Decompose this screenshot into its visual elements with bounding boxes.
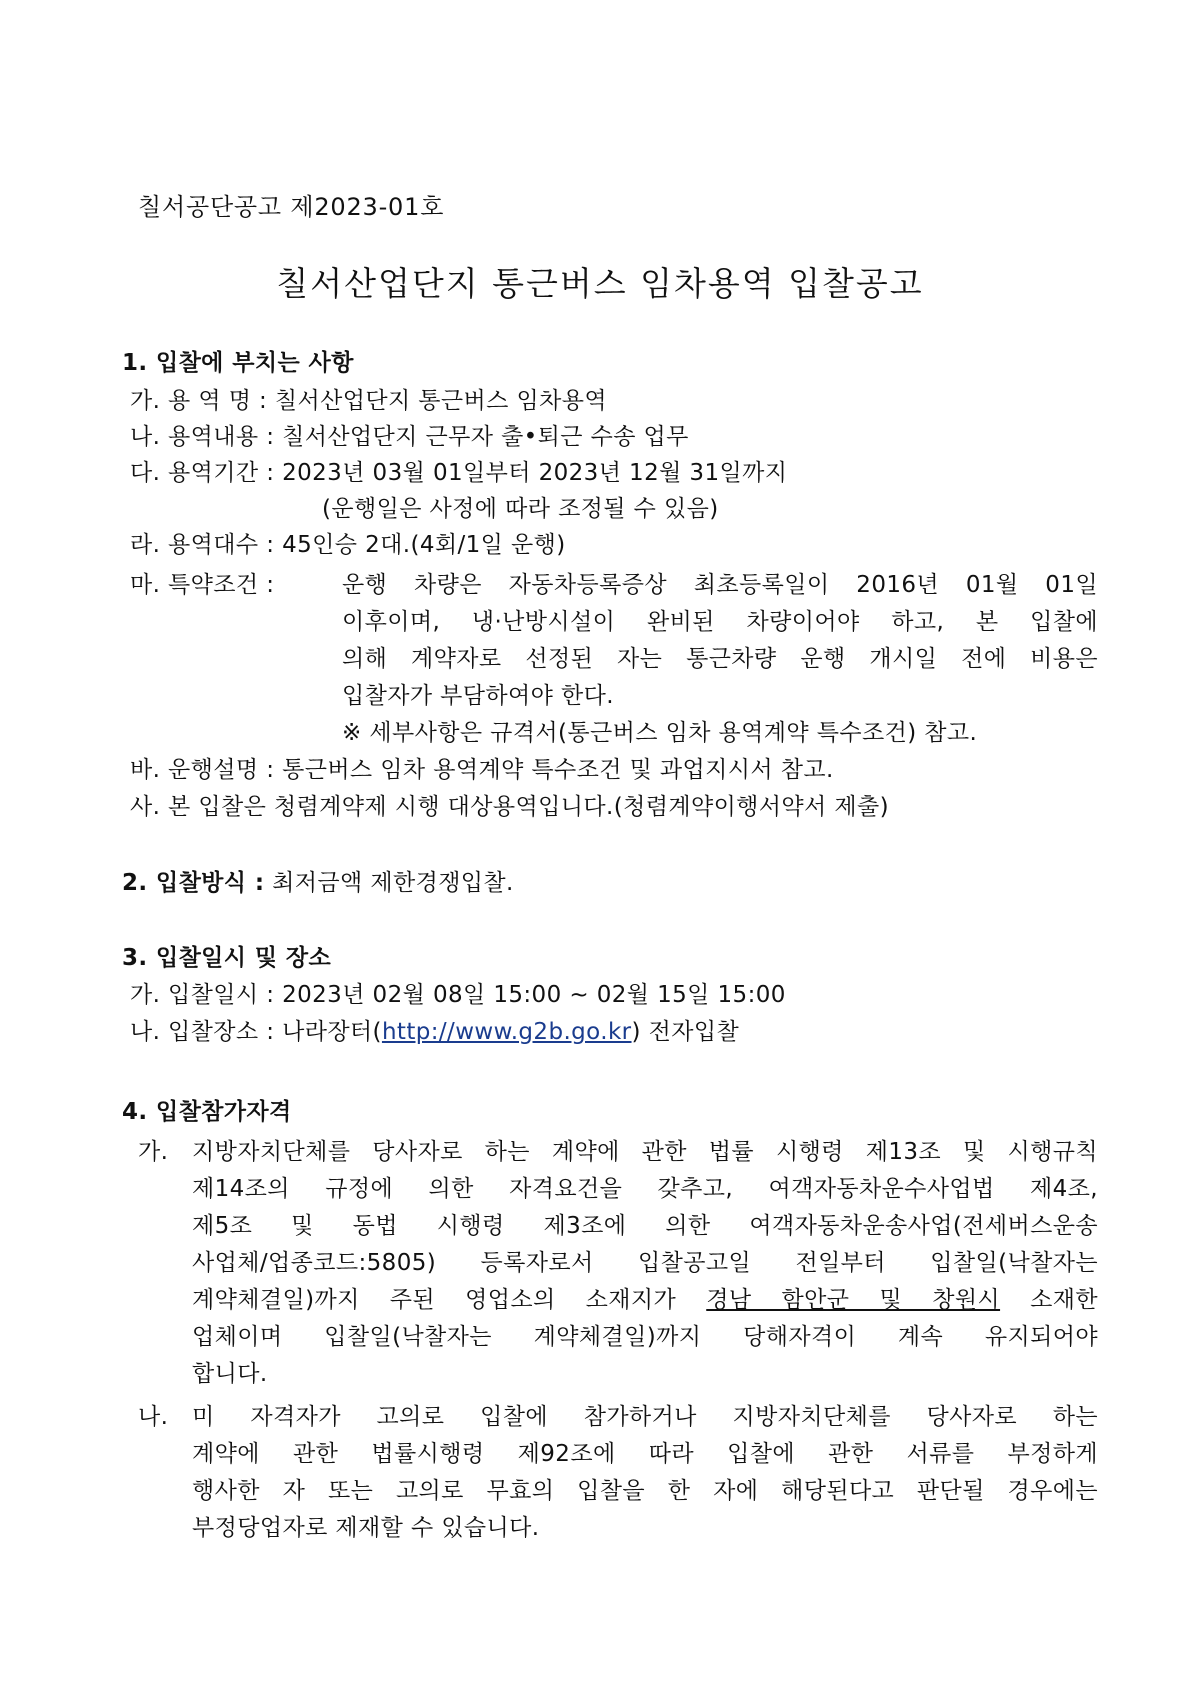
section1-item-da: 다. 용역기간 : 2023년 03월 01일부터 2023년 12월 31일까지 [130, 460, 788, 486]
page-title: 칠서산업단지 통근버스 임차용역 입찰공고 [276, 264, 924, 303]
section4-item-ga-line5 [192, 1285, 1098, 1315]
section4-item-ga-line3: 제5조 및 동법 시행령 제3조에 의한 여객자동차운송사업(전세버스운송 [192, 1213, 1098, 1239]
section4-item-ga-line1: 지방자치단체를 당사자로 하는 계약에 관한 법률 시행령 제13조 및 시행규칙 [192, 1139, 1098, 1165]
section4-item-na-line4: 부정당업자로 제재할 수 있습니다. [192, 1515, 540, 1541]
section1-item-ma-line3: 의해 계약자로 선정된 자는 통근차량 운행 개시일 전에 비용은 [342, 646, 1098, 672]
section4-item-na-line3: 행사한 자 또는 고의로 무효의 입찰을 한 자에 해당된다고 판단될 경우에는 [192, 1478, 1098, 1504]
section4-item-ga-line4: 사업체/업종코드:5805) 등록자로서 입찰공고일 전일부터 입찰일(낙찰자는 [192, 1250, 1098, 1276]
section1-item-ma-note: ※ 세부사항은 규격서(통근버스 임차 용역계약 특수조건) 참고. [342, 720, 978, 746]
section3-heading: 3. 입찰일시 및 장소 [122, 945, 332, 971]
section4-item-na-label: 나. [138, 1404, 169, 1430]
section1-item-sa: 사. 본 입찰은 청렴계약제 시행 대상용역입니다.(청렴계약이행서약서 제출) [130, 794, 889, 820]
section2-line [122, 868, 514, 898]
section3-item-ga: 가. 입찰일시 : 2023년 02월 08일 15:00 ~ 02월 15일 15:00 [130, 982, 786, 1008]
section2-heading: 2. 입찰방식 : [122, 870, 265, 896]
section4-item-ga-line6: 업체이며 입찰일(낙찰자는 계약체결일)까지 당해자격이 계속 유지되어야 [192, 1324, 1098, 1350]
section4-item-ga-line7: 합니다. [192, 1361, 268, 1387]
section1-item-ma-line1: 운행 차량은 자동차등록증상 최초등록일이 2016년 01월 01일 [342, 572, 1098, 598]
notice-number: 칠서공단공고 제2023-01호 [138, 193, 445, 221]
section1-item-ma-line4: 입찰자가 부담하여야 한다. [342, 683, 614, 709]
g2b-link[interactable]: http://www.g2b.go.kr [381, 1019, 632, 1045]
section1-item-ma-label: 마. 특약조건 : [130, 572, 275, 598]
section2-text: 최저금액 제한경쟁입찰. [272, 870, 514, 896]
section1-item-ma-line2: 이후이며, 냉·난방시설이 완비된 차량이어야 하고, 본 입찰에 [342, 609, 1098, 635]
section1-heading: 1. 입찰에 부치는 사항 [122, 350, 354, 376]
section1-item-ga: 가. 용 역 명 : 칠서산업단지 통근버스 임차용역 [130, 388, 607, 414]
section3-item-na-prefix: 나. 입찰장소 : 나라장터( [130, 1019, 382, 1045]
section4-item-ga-line5-pre: 계약체결일)까지 주된 영업소의 소재지가 [192, 1287, 677, 1313]
section3-item-na-suffix: ) 전자입찰 [631, 1019, 740, 1045]
section3-item-na [130, 1017, 739, 1047]
section4-item-na-line2: 계약에 관한 법률시행령 제92조에 따라 입찰에 관한 서류를 부정하게 [192, 1441, 1098, 1467]
section4-item-ga-line2: 제14조의 규정에 의한 자격요건을 갖추고, 여객자동차운수사업법 제4조, [192, 1176, 1098, 1202]
section1-item-ba: 바. 운행설명 : 통근버스 임차 용역계약 특수조건 및 과업지시서 참고. [130, 757, 834, 783]
section1-item-ra: 라. 용역대수 : 45인승 2대.(4회/1일 운행) [130, 532, 566, 558]
location-underlined: 경남 함안군 및 창원시 [706, 1287, 1001, 1313]
section4-item-ga-label: 가. [138, 1139, 169, 1165]
section4-item-ga-line5-post: 소재한 [1030, 1287, 1099, 1313]
section1-item-na: 나. 용역내용 : 칠서산업단지 근무자 출•퇴근 수송 업무 [130, 424, 689, 450]
section1-item-da-note: (운행일은 사정에 따라 조정될 수 있음) [322, 496, 719, 522]
section4-item-na-line1: 미 자격자가 고의로 입찰에 참가하거나 지방자치단체를 당사자로 하는 [192, 1404, 1098, 1430]
section4-heading: 4. 입찰참가자격 [122, 1099, 292, 1125]
